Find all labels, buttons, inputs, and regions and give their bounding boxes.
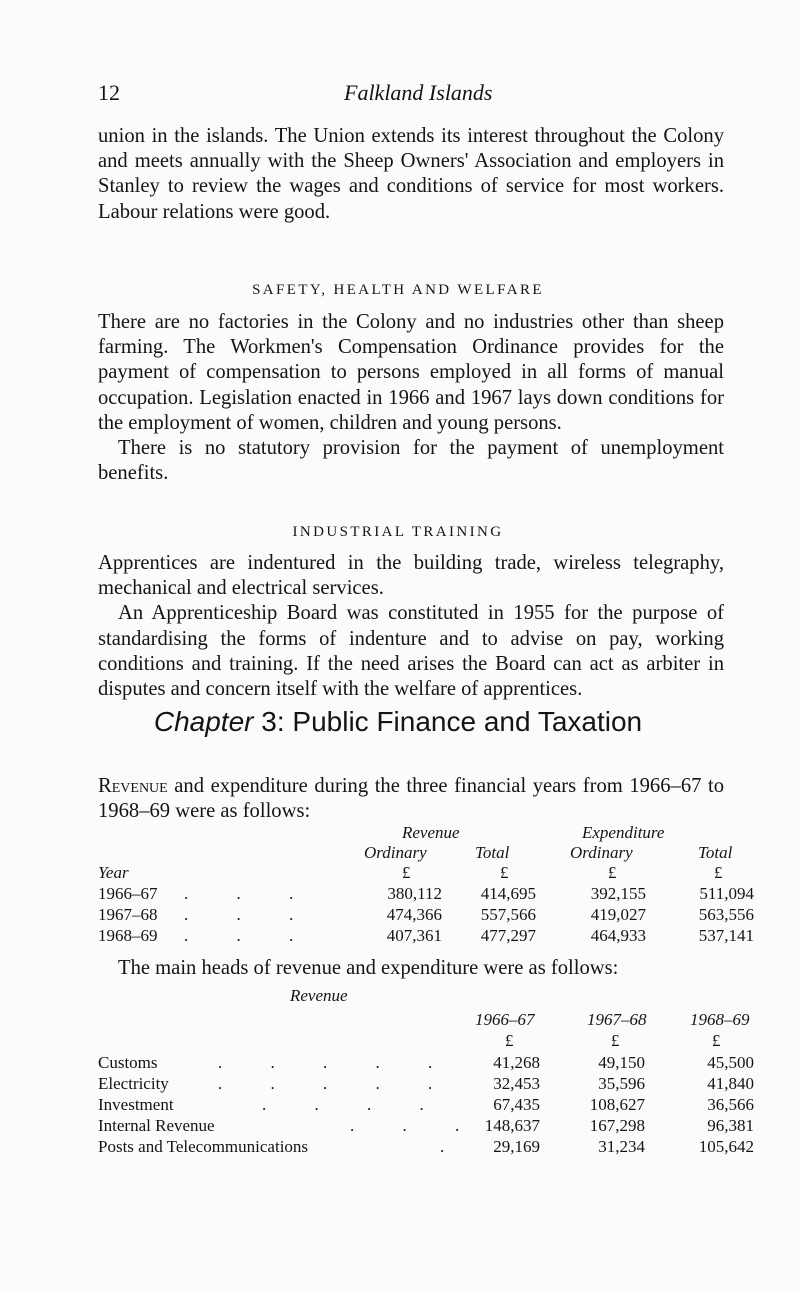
table1-col-rev-ordinary: Ordinary [364, 843, 427, 862]
table1-cell: 537,141 [698, 926, 754, 945]
table1-col-exp-ordinary: Ordinary [570, 843, 633, 862]
table2-year-col: 1968–69 [690, 1010, 750, 1029]
finance-intro-rest: and expenditure during the three financial years from 1966–67 to 1968–69 were as follows: [98, 775, 724, 823]
safety-heading: SAFETY, HEALTH AND WELFARE [252, 282, 544, 298]
table2-leader-dots: . . . . [262, 1095, 446, 1114]
table2-leader-dots: . [440, 1137, 445, 1156]
table1-col-rev-total: Total [475, 843, 510, 862]
training-paragraph-2: An Apprenticeship Board was constituted in 1955 for the purpose of standardising the forms of indenture and to advise on pay, working conditions and training. If the need arises the Board can act as arbiter in disputes and concern itself with the welfare of apprentices. [98, 602, 724, 701]
table1-leader-dots: . . . [184, 926, 316, 945]
table2-row-head: Investment [98, 1095, 174, 1114]
table2-row-head: Internal Revenue [98, 1116, 215, 1135]
table1-leader-dots: . . . [184, 884, 316, 903]
chapter-heading: : Public Finance and Taxation [276, 706, 643, 737]
table1-leader-dots: . . . [184, 905, 316, 924]
finance-intro-lead: Revenue [98, 775, 168, 797]
table1-cell: 474,366 [386, 905, 442, 924]
chapter-number: 3 [261, 706, 277, 737]
table1-cell: 464,933 [590, 926, 646, 945]
table1-cell: 563,556 [698, 905, 754, 924]
table2-leader-dots: . . . [350, 1116, 482, 1135]
table2-heading: Revenue [290, 986, 348, 1005]
table1-row-year: 1967–68 [98, 905, 158, 924]
table1-year-label: Year [98, 863, 129, 882]
table2-cell: 31,234 [598, 1137, 645, 1156]
table1-group-expenditure: Expenditure [582, 823, 665, 842]
table1-row-year: 1968–69 [98, 926, 158, 945]
table2-row-head: Electricity [98, 1074, 169, 1093]
table1-cell: 419,027 [590, 905, 646, 924]
table2-cell: 167,298 [589, 1116, 645, 1135]
training-heading: INDUSTRIAL TRAINING [292, 524, 504, 540]
table2-year-col: 1967–68 [587, 1010, 647, 1029]
table2-cell: 45,500 [707, 1053, 754, 1072]
table1-cell: 414,695 [480, 884, 536, 903]
table1-currency: £ [402, 863, 411, 882]
table2-row-head: Posts and Telecommunications [98, 1137, 309, 1156]
page-number: 12 [98, 80, 120, 105]
table2-cell: 67,435 [493, 1095, 540, 1114]
safety-paragraph-1: There are no factories in the Colony and no industries other than sheep farming. The Workmen's Compensation Ordinance provides for the payment of compensation to persons employed in all forms of manual occupation. Legislation enacted in 1966 and 1967 lays down conditions for the employment of women, children and young persons. [98, 311, 724, 434]
table1-cell: 392,155 [590, 884, 646, 903]
table1-currency: £ [714, 863, 723, 882]
table2-cell: 32,453 [493, 1074, 540, 1093]
table2-cell: 96,381 [707, 1116, 754, 1135]
running-title: Falkland Islands [344, 80, 493, 105]
table1-cell: 380,112 [387, 884, 442, 903]
table2-cell: 148,637 [484, 1116, 540, 1135]
table1-col-exp-total: Total [698, 843, 733, 862]
table1-group-revenue: Revenue [402, 823, 460, 842]
table2-year-col: 1966–67 [475, 1010, 535, 1029]
table2-leader-dots: . . . . . [218, 1053, 455, 1072]
chapter-word: Chapter [153, 706, 254, 737]
table2-cell: 41,268 [493, 1053, 540, 1072]
table1-cell: 511,094 [699, 884, 754, 903]
table2-cell: 35,596 [598, 1074, 645, 1093]
table2-cell: 36,566 [707, 1095, 754, 1114]
table1-cell: 477,297 [480, 926, 536, 945]
table2-cell: 29,169 [493, 1137, 540, 1156]
table2-cell: 105,642 [698, 1137, 754, 1156]
table2-currency: £ [712, 1031, 721, 1050]
table1-cell: 557,566 [480, 905, 536, 924]
table1-currency: £ [500, 863, 509, 882]
table2-row-head: Customs [98, 1053, 158, 1072]
table2-cell: 49,150 [598, 1053, 645, 1072]
table2-currency: £ [505, 1031, 514, 1050]
intro-paragraph: union in the islands. The Union extends its interest throughout the Colony and meets annually with the Sheep Owners' Association and employers in Stanley to review the wages and conditions of service for most workers. Labour relations were good. [98, 125, 724, 223]
table2-currency: £ [611, 1031, 620, 1050]
safety-paragraph-2: There is no statutory provision for the payment of unemployment benefits. [98, 437, 724, 485]
table1-cell: 407,361 [386, 926, 442, 945]
table1-currency: £ [608, 863, 617, 882]
table2-cell: 41,840 [707, 1074, 754, 1093]
table2-leader-dots: . . . . . [218, 1074, 455, 1093]
table1-row-year: 1966–67 [98, 884, 158, 903]
main-heads-paragraph: The main heads of revenue and expenditure were as follows: [118, 957, 619, 979]
table2-cell: 108,627 [589, 1095, 645, 1114]
training-paragraph-1: Apprentices are indentured in the building trade, wireless telegraphy, mechanical and electrical services. [98, 552, 724, 600]
